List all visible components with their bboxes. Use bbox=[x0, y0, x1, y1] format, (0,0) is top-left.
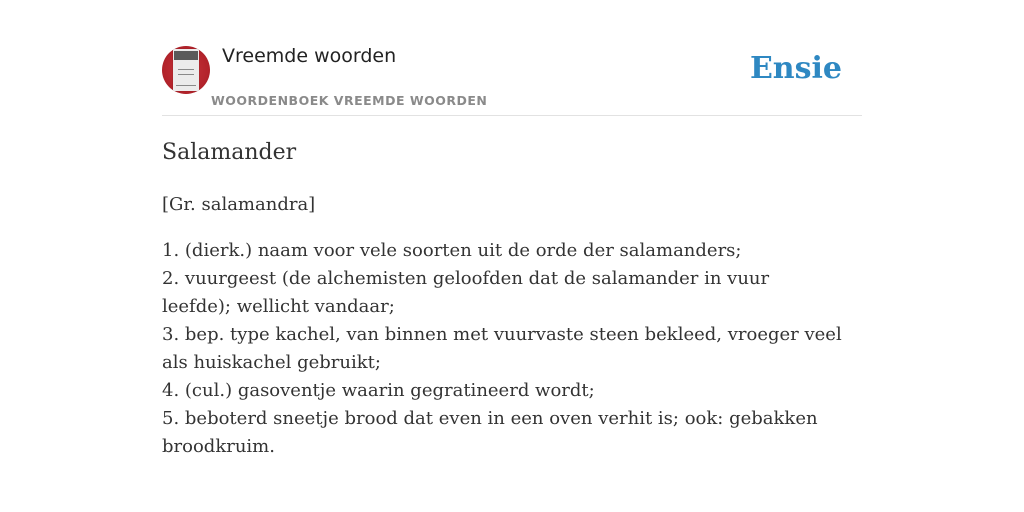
entry-title: Salamander bbox=[162, 140, 297, 165]
site-subtitle: WOORDENBOEK VREEMDE WOORDEN bbox=[211, 93, 488, 108]
definition-item: 4. (cul.) gasoventje waarin gegratineerd wordt; bbox=[162, 380, 595, 401]
definition-item: 1. (dierk.) naam voor vele soorten uit de orde der salamanders; bbox=[162, 240, 742, 261]
site-header bbox=[162, 0, 862, 116]
definition-list bbox=[162, 237, 842, 461]
book-cover bbox=[173, 49, 199, 91]
entry-etymology: [Gr. salamandra] bbox=[162, 194, 316, 215]
page bbox=[162, 0, 862, 461]
site-title[interactable]: Vreemde woorden bbox=[222, 45, 397, 67]
book-cover-icon[interactable] bbox=[162, 46, 210, 94]
definition-item: 5. beboterd sneetje brood dat even in een oven verhit is; ook: gebakken broodkruim. bbox=[162, 408, 818, 457]
ensie-logo-link[interactable]: Ensie bbox=[749, 51, 842, 86]
definition-item: 3. bep. type kachel, van binnen met vuurvaste steen bekleed, vroeger veel als huiskachel gebruikt; bbox=[162, 324, 842, 373]
definition-item: 2. vuurgeest (de alchemisten geloofden dat de salamander in vuur leefde); wellicht vandaar; bbox=[162, 268, 770, 317]
